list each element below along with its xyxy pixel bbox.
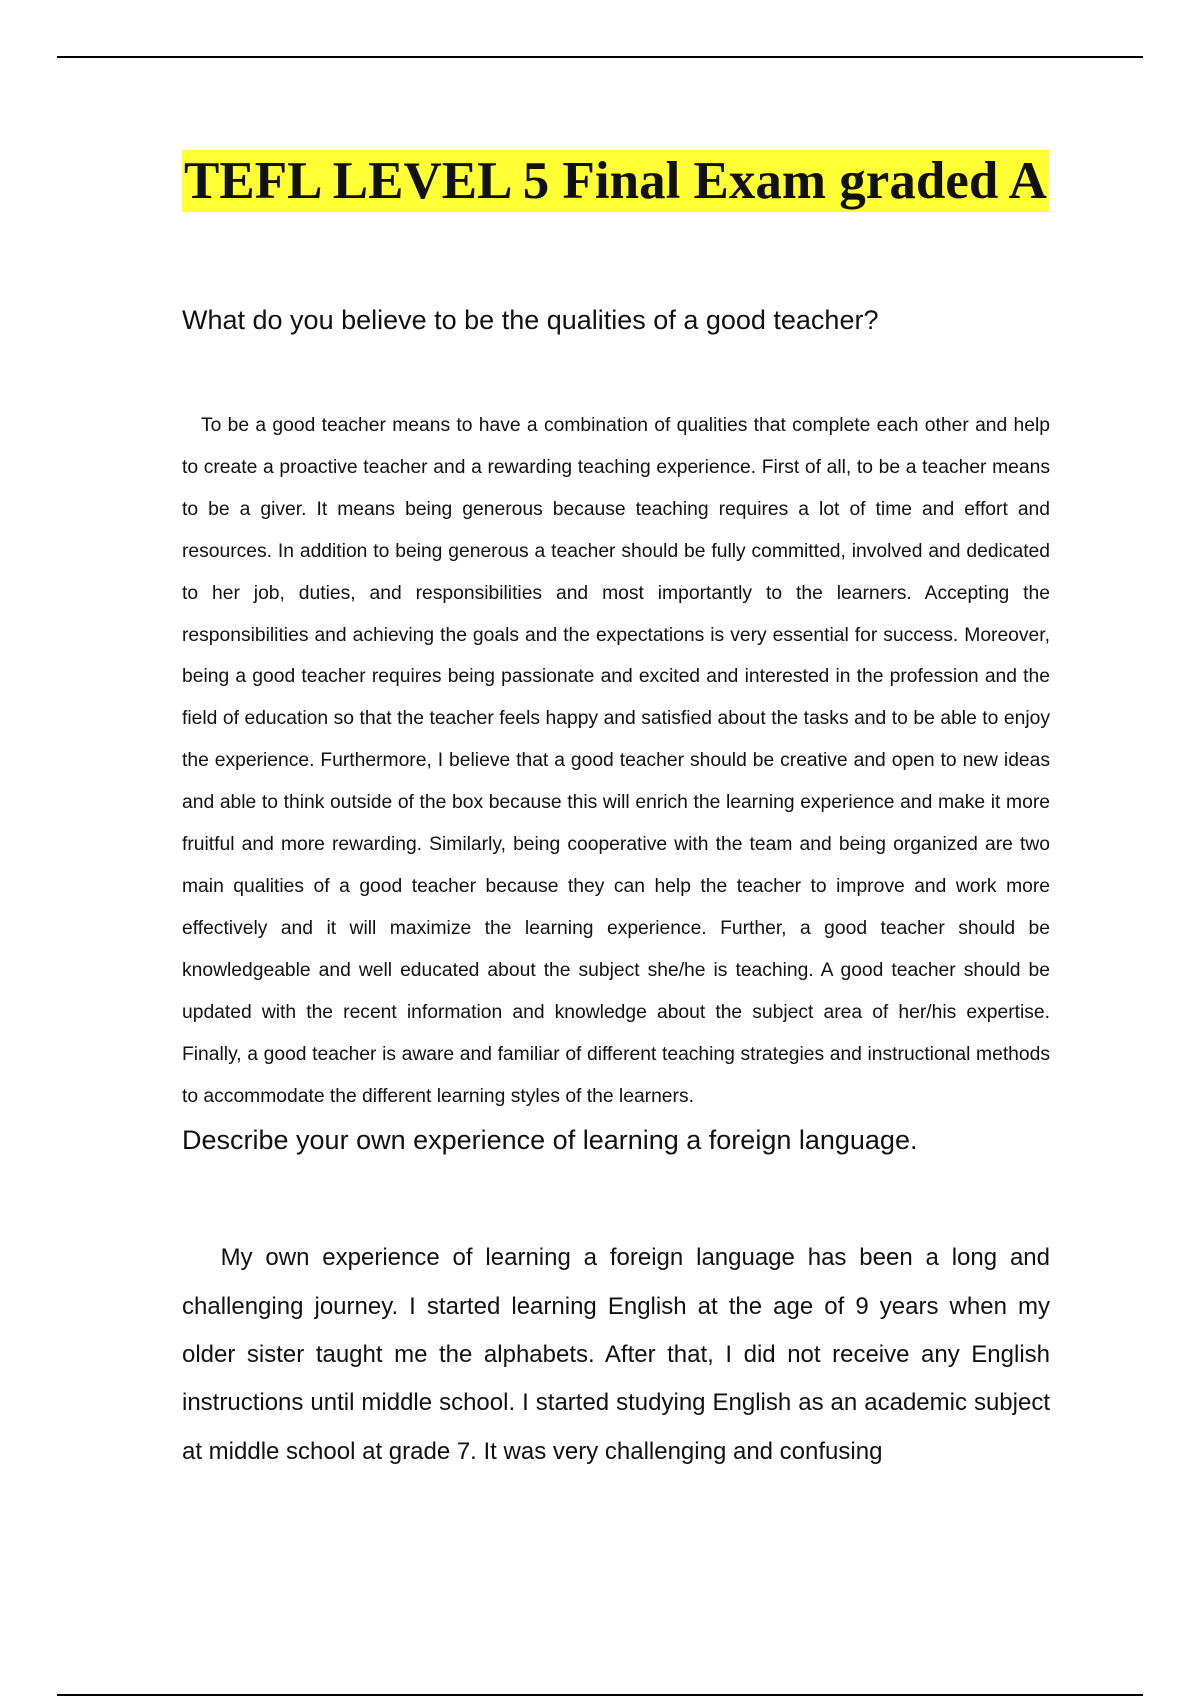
document-title: TEFL LEVEL 5 Final Exam graded A (184, 152, 1047, 210)
top-rule (57, 56, 1143, 58)
question-1-heading: What do you believe to be the qualities of a good teacher? (182, 305, 879, 335)
question-2-heading: Describe your own experience of learning a foreign language. (182, 1125, 918, 1156)
answer-2-paragraph (182, 1234, 1050, 1475)
document-body (182, 150, 1050, 1476)
answer-1-text: To be a good teacher means to have a combination of qualities that complete each other and help to create a proactive teacher and a rewarding teaching experience. First of all, to be a teacher means to be a giver. It means being generous because teaching requires a lot of time and effort and resources. In addition to being generous a teacher should be fully committed, involved and dedicated to her job, duties, and responsibilities and most importantly to the learners. Accepting the responsibilities and achieving the goals and the expectations is very essential for success. Moreover, being a good teacher requires being passionate and excited and interested in the profession and the field of education so that the teacher feels happy and satisfied about the tasks and to be able to enjoy the experience. Furthermore, I believe that a good teacher should be creative and open to new ideas and able to think outside of the box because this will enrich the learning experience and make it more fruitful and more rewarding. Similarly, being cooperative with the team and being organized are two main qualities of a good teacher because they can help the teacher to improve and work more effectively and it will maximize the learning experience. Further, a good teacher should be knowledgeable and well educated about the subject she/he is teaching. A good teacher should be updated with the recent information and knowledge about the subject area of her/his expertise. Finally, a good teacher is aware and familiar of different teaching strategies and instructional methods to accommodate the different learning styles of the learners. (182, 415, 1050, 1107)
answer-2-text: My own experience of learning a foreign language has been a long and challenging journey. I started learning English at the age of 9 years when my older sister taught me the alphabets. After that, I did not receive any English instructions until middle school. I started studying English as an academic subject at middle school at grade 7. It was very challenging and confusing (182, 1244, 1050, 1465)
bottom-rule (57, 1694, 1143, 1696)
answer-1-paragraph (182, 405, 1050, 1117)
